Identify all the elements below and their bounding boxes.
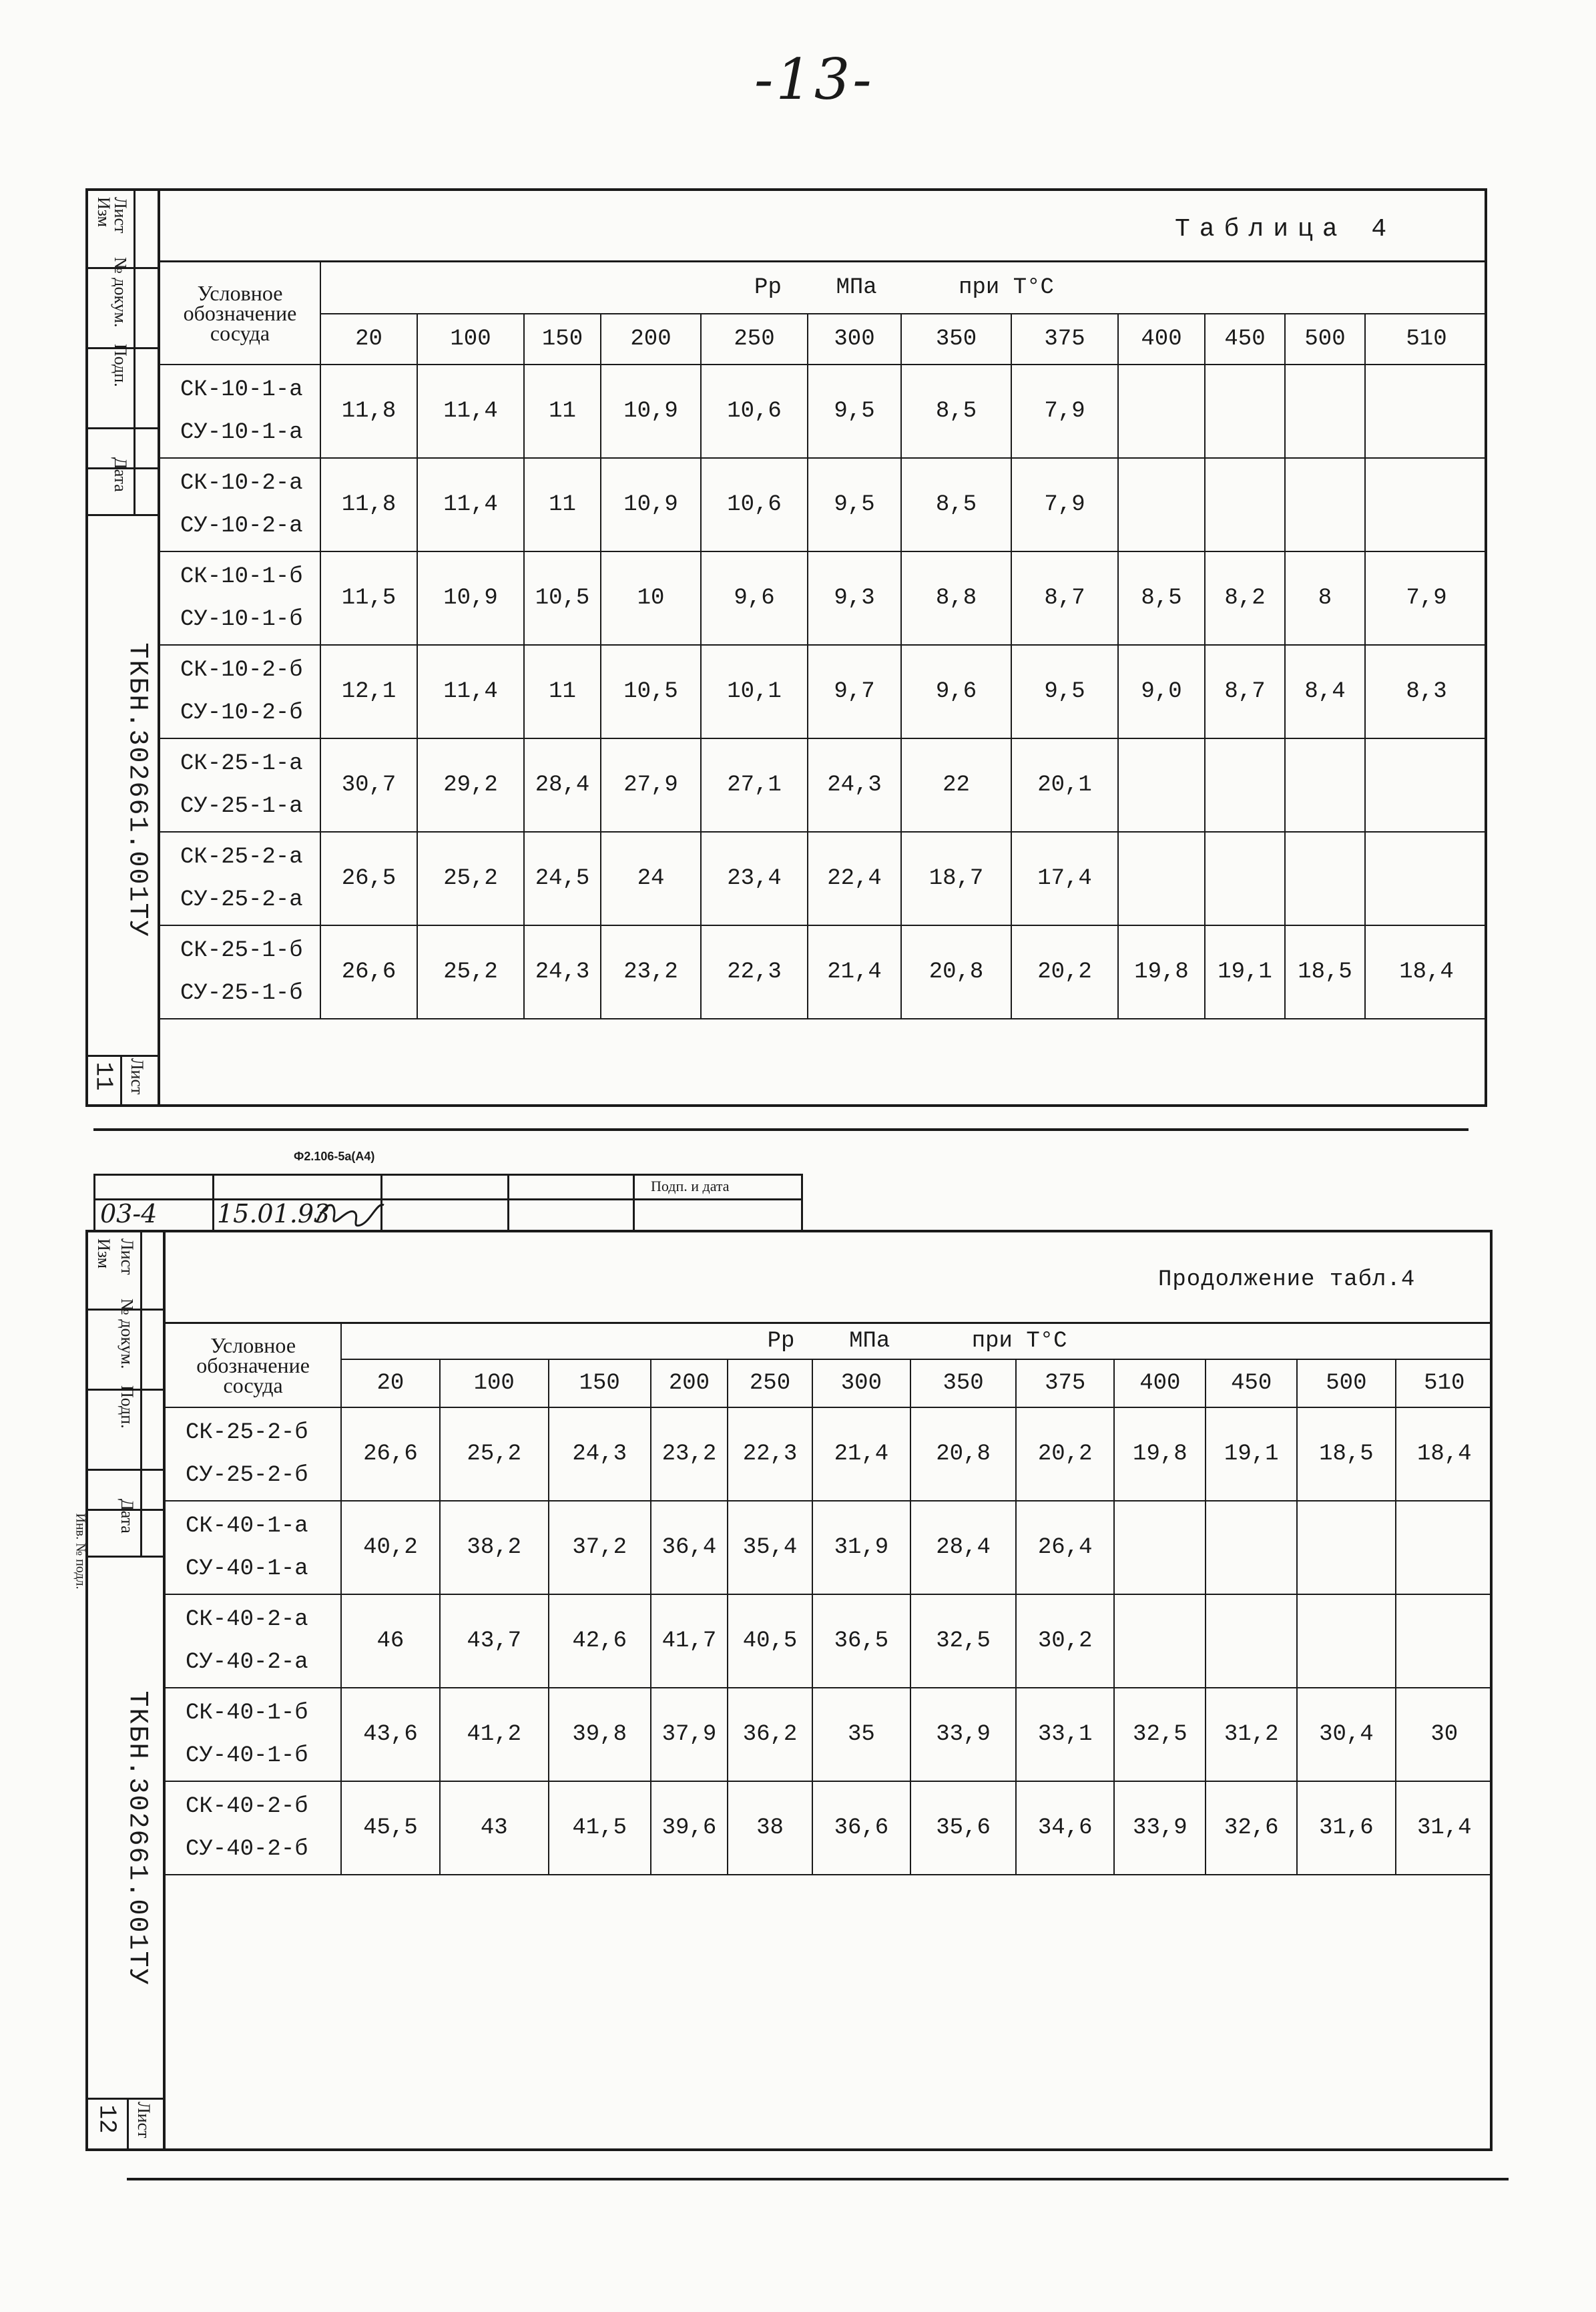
temp-header: 400	[1114, 1359, 1206, 1407]
pressure-cell: 8	[1285, 551, 1365, 645]
pressure-cell	[1205, 365, 1285, 458]
side-label-sign: Подп.	[111, 344, 130, 387]
temp-header: 510	[1396, 1359, 1493, 1407]
pressure-cell: 36,2	[728, 1688, 812, 1781]
table-row	[166, 1781, 1493, 1875]
pressure-cell: 46	[341, 1594, 439, 1688]
pressure-cell	[1118, 458, 1205, 551]
pressure-cell	[1205, 458, 1285, 551]
pressure-cell: 22,4	[808, 832, 901, 925]
pressure-cell: 24,3	[549, 1407, 651, 1501]
pressure-cell: 30,4	[1297, 1688, 1395, 1781]
vessel-name: СК-10-1-а	[180, 377, 303, 403]
pressure-cell: 27,9	[601, 738, 701, 832]
table-row	[160, 925, 1487, 1019]
pressure-cell: 37,9	[651, 1688, 728, 1781]
param-header: Pр МПа при Т°С	[341, 1323, 1493, 1359]
sheet-number: 11	[89, 1062, 117, 1091]
pressure-table-2	[166, 1323, 1493, 1875]
side-inv-label: Инв. № подл.	[73, 1513, 88, 1590]
pressure-cell: 36,6	[812, 1781, 910, 1875]
pressure-cell	[1365, 738, 1487, 832]
pressure-cell: 19,1	[1206, 1407, 1297, 1501]
pressure-cell: 8,7	[1011, 551, 1118, 645]
pressure-cell: 11	[524, 365, 601, 458]
pressure-cell: 26,5	[320, 832, 417, 925]
pressure-cell	[1118, 365, 1205, 458]
pressure-cell	[1396, 1594, 1493, 1688]
temp-header: 100	[417, 314, 524, 365]
separator-rule	[93, 1128, 1469, 1131]
pressure-cell: 23,2	[601, 925, 701, 1019]
pressure-cell	[1365, 832, 1487, 925]
vessel-name: СК-10-1-б	[180, 564, 303, 590]
pressure-cell	[1297, 1594, 1395, 1688]
pressure-cell: 18,7	[901, 832, 1011, 925]
table-row	[166, 1594, 1493, 1688]
pressure-cell: 20,1	[1011, 738, 1118, 832]
temp-header: 300	[808, 314, 901, 365]
pressure-cell: 35,4	[728, 1501, 812, 1594]
pressure-cell: 26,4	[1016, 1501, 1114, 1594]
pressure-cell: 45,5	[341, 1781, 439, 1875]
temp-header: 375	[1011, 314, 1118, 365]
vessel-designation	[166, 1407, 341, 1501]
pressure-cell: 38	[728, 1781, 812, 1875]
vessel-designation	[160, 738, 320, 832]
pressure-cell: 21,4	[812, 1407, 910, 1501]
side-label-sign: Подп.	[117, 1385, 137, 1429]
pressure-cell	[1114, 1501, 1206, 1594]
pressure-cell	[1365, 365, 1487, 458]
signature	[314, 1195, 387, 1235]
pressure-cell: 32,5	[1114, 1688, 1206, 1781]
pressure-cell: 8,5	[901, 458, 1011, 551]
pressure-cell: 9,5	[808, 458, 901, 551]
table-row	[166, 1501, 1493, 1594]
pressure-cell: 31,2	[1206, 1688, 1297, 1781]
pressure-cell	[1118, 832, 1205, 925]
pressure-cell: 9,0	[1118, 645, 1205, 738]
sign-date-label: Подп. и дата	[651, 1178, 730, 1194]
vessel-name: СУ-10-1-а	[180, 420, 303, 445]
pressure-cell: 26,6	[320, 925, 417, 1019]
pressure-cell: 24	[601, 832, 701, 925]
pressure-cell: 25,2	[417, 832, 524, 925]
pressure-cell: 32,6	[1206, 1781, 1297, 1875]
table-row	[166, 1688, 1493, 1781]
pressure-cell: 24,3	[524, 925, 601, 1019]
pressure-cell: 20,8	[901, 925, 1011, 1019]
pressure-cell: 11,8	[320, 365, 417, 458]
pressure-cell: 10,6	[701, 458, 808, 551]
pressure-cell	[1118, 738, 1205, 832]
pressure-cell: 35	[812, 1688, 910, 1781]
pressure-cell: 9,6	[901, 645, 1011, 738]
temp-header: 350	[910, 1359, 1016, 1407]
pressure-cell	[1206, 1594, 1297, 1688]
temp-header: 500	[1285, 314, 1365, 365]
vessel-name: СК-10-2-б	[180, 658, 303, 683]
pressure-cell: 38,2	[440, 1501, 549, 1594]
pressure-cell: 8,7	[1205, 645, 1285, 738]
temp-header: 100	[440, 1359, 549, 1407]
pressure-cell: 28,4	[910, 1501, 1016, 1594]
vessel-designation	[160, 645, 320, 738]
pressure-cell: 42,6	[549, 1594, 651, 1688]
pressure-cell: 43,7	[440, 1594, 549, 1688]
temps-row	[160, 314, 1487, 365]
pressure-cell: 34,6	[1016, 1781, 1114, 1875]
pressure-cell: 8,8	[901, 551, 1011, 645]
vessel-name: СУ-25-2-а	[180, 887, 303, 913]
vessel-name: СУ-40-2-б	[186, 1837, 308, 1862]
vessel-designation	[166, 1594, 341, 1688]
sheet-label: Лист	[134, 2102, 154, 2138]
side-label-date: Дата	[117, 1499, 137, 1534]
stamp-date: 15.01.93	[217, 1199, 330, 1228]
temp-header: 500	[1297, 1359, 1395, 1407]
pressure-cell: 22,3	[728, 1407, 812, 1501]
pressure-cell: 8,4	[1285, 645, 1365, 738]
vessel-name: СУ-25-2-б	[186, 1463, 308, 1488]
pressure-cell: 25,2	[417, 925, 524, 1019]
temp-header: 450	[1205, 314, 1285, 365]
pressure-cell: 11,5	[320, 551, 417, 645]
pressure-cell: 8,5	[1118, 551, 1205, 645]
page-number: -13-	[754, 47, 874, 112]
pressure-cell: 18,4	[1365, 925, 1487, 1019]
vessel-name: СК-40-2-а	[186, 1607, 308, 1632]
pressure-cell: 30,2	[1016, 1594, 1114, 1688]
pressure-cell: 23,2	[651, 1407, 728, 1501]
temp-header: 510	[1365, 314, 1487, 365]
pressure-cell: 12,1	[320, 645, 417, 738]
pressure-cell: 9,3	[808, 551, 901, 645]
param-header: Pр МПа при Т°С	[320, 262, 1487, 314]
vessel-name: СК-25-2-а	[180, 845, 303, 870]
pressure-cell: 11	[524, 458, 601, 551]
pressure-cell: 11	[524, 645, 601, 738]
side-label-izm: Изм	[94, 197, 113, 228]
pressure-cell	[1396, 1501, 1493, 1594]
temp-header: 250	[701, 314, 808, 365]
pressure-cell: 41,5	[549, 1781, 651, 1875]
pressure-cell: 10,9	[601, 458, 701, 551]
pressure-cell: 31,6	[1297, 1781, 1395, 1875]
table-row	[166, 1407, 1493, 1501]
pressure-cell: 10,5	[524, 551, 601, 645]
doc-code: ТКБН.302661.001ТУ	[121, 1690, 152, 1986]
pressure-cell: 19,8	[1114, 1407, 1206, 1501]
vessel-designation	[166, 1688, 341, 1781]
vessel-name: СУ-40-1-б	[186, 1743, 308, 1769]
pressure-cell: 8,3	[1365, 645, 1487, 738]
pressure-cell: 25,2	[440, 1407, 549, 1501]
table-body	[160, 365, 1487, 1019]
temp-header: 350	[901, 314, 1011, 365]
temp-header: 150	[524, 314, 601, 365]
pressure-cell	[1285, 365, 1365, 458]
table-caption: Продолжение табл.4	[1158, 1267, 1416, 1293]
pressure-cell: 32,5	[910, 1594, 1016, 1688]
vessel-name: СУ-10-1-б	[180, 607, 303, 632]
pressure-cell: 10,9	[417, 551, 524, 645]
pressure-cell: 30	[1396, 1688, 1493, 1781]
side-label-doc: № докум.	[111, 257, 130, 328]
pressure-cell: 7,9	[1365, 551, 1487, 645]
sheet-number: 12	[93, 2104, 121, 2134]
pressure-cell: 11,4	[417, 645, 524, 738]
pressure-table-1	[160, 262, 1487, 1019]
pressure-cell: 31,4	[1396, 1781, 1493, 1875]
vessel-name: СУ-25-1-б	[180, 981, 303, 1006]
pressure-cell: 19,8	[1118, 925, 1205, 1019]
pressure-cell: 37,2	[549, 1501, 651, 1594]
table-row	[160, 645, 1487, 738]
temp-header: 200	[651, 1359, 728, 1407]
vessel-name: СУ-40-1-а	[186, 1556, 308, 1582]
condition-header: Условное обозначение сосуда	[160, 262, 320, 365]
table-row	[160, 365, 1487, 458]
side-label-izm: Изм	[94, 1238, 113, 1269]
pressure-cell: 10,6	[701, 365, 808, 458]
pressure-cell: 19,1	[1205, 925, 1285, 1019]
sheet-label: Лист	[127, 1058, 147, 1095]
pressure-cell: 31,9	[812, 1501, 910, 1594]
pressure-cell: 9,7	[808, 645, 901, 738]
condition-header: Условное обозначение сосуда	[166, 1323, 341, 1407]
vessel-designation	[160, 365, 320, 458]
vessel-name: СУ-10-2-б	[180, 700, 303, 726]
table-row	[160, 738, 1487, 832]
pressure-cell: 22,3	[701, 925, 808, 1019]
table-row	[160, 458, 1487, 551]
pressure-cell: 39,6	[651, 1781, 728, 1875]
pressure-cell: 10,1	[701, 645, 808, 738]
pressure-cell: 9,5	[808, 365, 901, 458]
pressure-cell: 22	[901, 738, 1011, 832]
pressure-cell: 18,5	[1297, 1407, 1395, 1501]
vessel-name: СУ-25-1-а	[180, 794, 303, 819]
table-body	[166, 1407, 1493, 1875]
pressure-cell: 41,2	[440, 1688, 549, 1781]
pressure-cell: 20,2	[1016, 1407, 1114, 1501]
temp-header: 375	[1016, 1359, 1114, 1407]
pressure-cell	[1114, 1594, 1206, 1688]
pressure-cell: 33,9	[910, 1688, 1016, 1781]
pressure-cell	[1297, 1501, 1395, 1594]
pressure-cell: 9,5	[1011, 645, 1118, 738]
temp-header: 20	[320, 314, 417, 365]
temp-header: 250	[728, 1359, 812, 1407]
pressure-cell: 30,7	[320, 738, 417, 832]
pressure-cell: 23,4	[701, 832, 808, 925]
pressure-cell: 33,1	[1016, 1688, 1114, 1781]
side-label-date: Дата	[111, 457, 130, 492]
vessel-designation	[166, 1781, 341, 1875]
table-row	[160, 832, 1487, 925]
vessel-name: СК-25-2-б	[186, 1420, 308, 1445]
pressure-cell: 17,4	[1011, 832, 1118, 925]
pressure-cell: 20,2	[1011, 925, 1118, 1019]
temp-header: 450	[1206, 1359, 1297, 1407]
pressure-cell: 21,4	[808, 925, 901, 1019]
pressure-cell: 35,6	[910, 1781, 1016, 1875]
pressure-cell: 36,4	[651, 1501, 728, 1594]
vessel-designation	[166, 1501, 341, 1594]
temp-header: 300	[812, 1359, 910, 1407]
pressure-cell: 43	[440, 1781, 549, 1875]
inventory-number: 03-4	[100, 1199, 158, 1228]
side-label-doc: № докум.	[117, 1299, 137, 1369]
vessel-name: СУ-10-2-а	[180, 513, 303, 539]
pressure-cell	[1205, 738, 1285, 832]
vessel-designation	[160, 832, 320, 925]
pressure-cell	[1365, 458, 1487, 551]
form-mark: Ф2.106-5а(А4)	[294, 1150, 375, 1163]
pressure-cell: 18,5	[1285, 925, 1365, 1019]
side-label-list: Лист	[111, 197, 130, 234]
table-caption: Таблица 4	[1175, 215, 1396, 244]
vessel-name: СК-40-1-б	[186, 1700, 308, 1726]
pressure-cell: 24,5	[524, 832, 601, 925]
table-row	[160, 551, 1487, 645]
vessel-name: СК-40-1-а	[186, 1514, 308, 1539]
vessel-name: СК-10-2-а	[180, 471, 303, 496]
pressure-cell: 7,9	[1011, 365, 1118, 458]
pressure-cell	[1285, 832, 1365, 925]
pressure-cell	[1205, 832, 1285, 925]
pressure-cell: 36,5	[812, 1594, 910, 1688]
pressure-cell: 40,5	[728, 1594, 812, 1688]
temp-header: 20	[341, 1359, 439, 1407]
doc-code: ТКБН.302661.001ТУ	[121, 642, 152, 938]
pressure-cell: 11,4	[417, 365, 524, 458]
pressure-cell: 18,4	[1396, 1407, 1493, 1501]
pressure-cell: 40,2	[341, 1501, 439, 1594]
pressure-cell: 10	[601, 551, 701, 645]
side-label-list: Лист	[117, 1238, 137, 1275]
pressure-cell: 41,7	[651, 1594, 728, 1688]
vessel-name: СУ-40-2-а	[186, 1650, 308, 1675]
temp-header: 400	[1118, 314, 1205, 365]
temp-header: 150	[549, 1359, 651, 1407]
pressure-cell: 39,8	[549, 1688, 651, 1781]
vessel-name: СК-40-2-б	[186, 1794, 308, 1819]
pressure-cell: 8,2	[1205, 551, 1285, 645]
pressure-cell	[1206, 1501, 1297, 1594]
pressure-cell: 28,4	[524, 738, 601, 832]
temps-row	[166, 1359, 1493, 1407]
pressure-cell: 11,4	[417, 458, 524, 551]
pressure-cell: 27,1	[701, 738, 808, 832]
vessel-designation	[160, 925, 320, 1019]
pressure-cell: 43,6	[341, 1688, 439, 1781]
pressure-cell: 24,3	[808, 738, 901, 832]
pressure-cell: 11,8	[320, 458, 417, 551]
pressure-cell	[1285, 458, 1365, 551]
pressure-cell: 9,6	[701, 551, 808, 645]
bottom-rule	[127, 2178, 1509, 2180]
pressure-cell	[1285, 738, 1365, 832]
vessel-name: СК-25-1-а	[180, 751, 303, 776]
vessel-designation	[160, 551, 320, 645]
vessel-name: СК-25-1-б	[180, 938, 303, 963]
pressure-cell: 10,5	[601, 645, 701, 738]
pressure-cell: 33,9	[1114, 1781, 1206, 1875]
pressure-cell: 7,9	[1011, 458, 1118, 551]
pressure-cell: 8,5	[901, 365, 1011, 458]
pressure-cell: 20,8	[910, 1407, 1016, 1501]
pressure-cell: 10,9	[601, 365, 701, 458]
temp-header: 200	[601, 314, 701, 365]
vessel-designation	[160, 458, 320, 551]
pressure-cell: 29,2	[417, 738, 524, 832]
pressure-cell: 26,6	[341, 1407, 439, 1501]
